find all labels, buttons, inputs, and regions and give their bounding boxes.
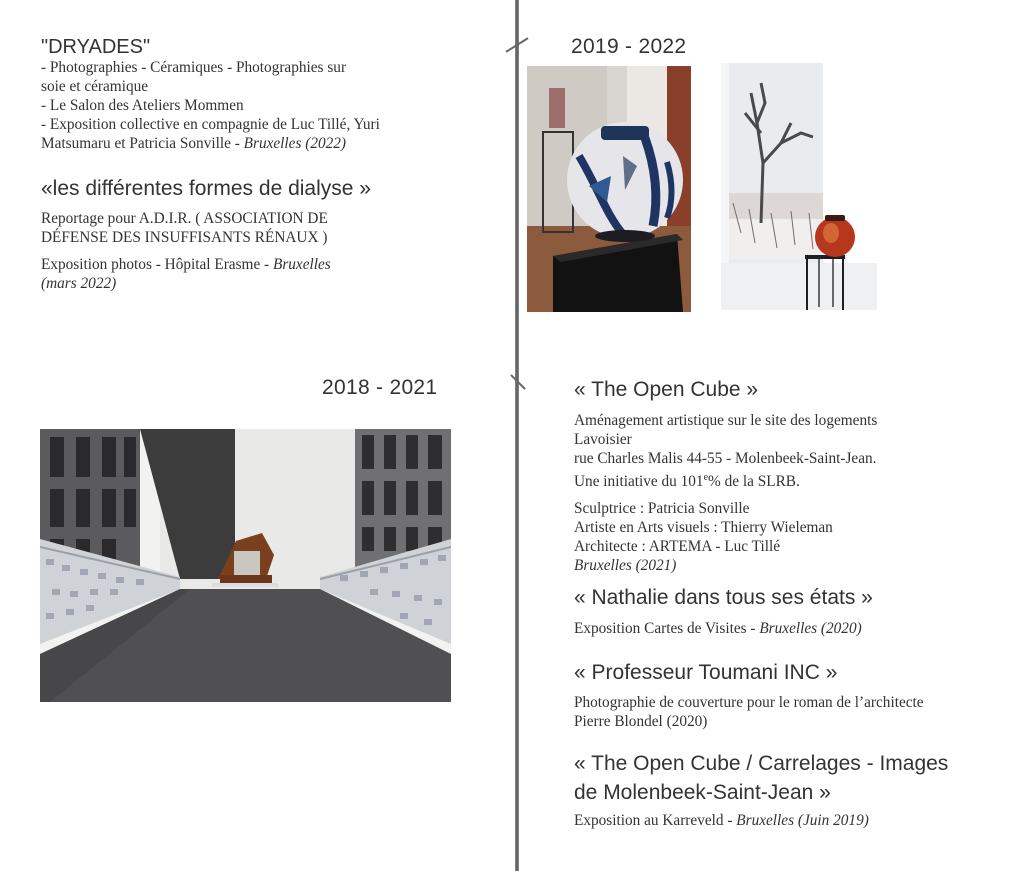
toumani-line-1: Photographie de couverture pour le roman de l’architecte: [574, 694, 924, 711]
nathalie-expo-line: Exposition Cartes de Visites - Bruxelles (2020): [574, 620, 862, 637]
toumani-section: [574, 658, 994, 731]
dialyse-title: «les différentes formes de dialyse »: [41, 177, 371, 200]
year-heading-2018-2021: 2018 - 2021: [322, 376, 438, 399]
dryades-line-2: soie et céramique: [41, 78, 149, 95]
dryades-line-3: - Le Salon des Ateliers Mommen: [41, 97, 244, 114]
open-cube-line-3: rue Charles Malis 44-55 - Molenbeek-Saint-Jean.: [574, 450, 877, 467]
dialyse-expo-line-2: (mars 2022): [41, 275, 117, 292]
dryades-place: Bruxelles (2022): [243, 135, 347, 152]
dialyse-report-line-1: Reportage pour A.D.I.R. ( ASSOCIATION DE: [41, 210, 328, 227]
timeline-line: [515, 0, 519, 871]
open-cube-walkway-photo: [40, 429, 451, 702]
tree-ceramic-installation-photo: [721, 63, 877, 310]
dialyse-expo-line-1: Exposition photos - Hôpital Erasme - Bruxelles: [41, 256, 331, 273]
toumani-line-2: Pierre Blondel (2020): [574, 713, 708, 730]
dryades-line-5: Matsumaru et Patricia Sonville - Bruxelles (2022): [41, 135, 347, 152]
nathalie-title: « Nathalie dans tous ses états »: [574, 586, 873, 609]
open-cube-line-4: Une initiative du 101e% de la SLRB.: [574, 472, 800, 491]
open-cube-credit-sculptor: Sculptrice : Patricia Sonville: [574, 500, 750, 518]
carrelages-expo-line: Exposition au Karreveld - Bruxelles (Juin 2019): [574, 812, 869, 829]
open-cube-place: Bruxelles (2021): [574, 557, 677, 575]
dialyse-report-line-2: DÉFENSE DES INSUFFISANTS RÉNAUX ): [41, 229, 328, 246]
dryades-line-4: - Exposition collective en compagnie de Luc Tillé, Yuri: [41, 116, 380, 133]
open-cube-title: « The Open Cube »: [574, 378, 759, 401]
carrelages-title-line-2: de Molenbeek-Saint-Jean »: [574, 781, 831, 804]
carrelages-title-line-1: « The Open Cube / Carrelages - Images: [574, 752, 949, 775]
carrelages-section: [574, 749, 1004, 830]
open-cube-section: [574, 375, 994, 575]
open-cube-line-1: Aménagement artistique sur le site des logements: [574, 412, 878, 429]
open-cube-line-2: Lavoisier: [574, 431, 632, 448]
toumani-title: « Professeur Toumani INC »: [574, 661, 838, 684]
ceramic-vase-photo: [527, 66, 691, 312]
dryades-section: [41, 36, 461, 153]
dialyse-section: [41, 174, 461, 293]
dryades-title: "DRYADES": [41, 36, 151, 58]
year-heading-2019-2022: 2019 - 2022: [571, 35, 687, 58]
nathalie-section: [574, 583, 994, 638]
dryades-line-1: - Photographies - Céramiques - Photographies sur: [41, 59, 347, 76]
open-cube-credit-visual-artist: Artiste en Arts visuels : Thierry Wieleman: [574, 519, 833, 537]
open-cube-credit-architect: Architecte : ARTEMA - Luc Tillé: [574, 538, 780, 556]
